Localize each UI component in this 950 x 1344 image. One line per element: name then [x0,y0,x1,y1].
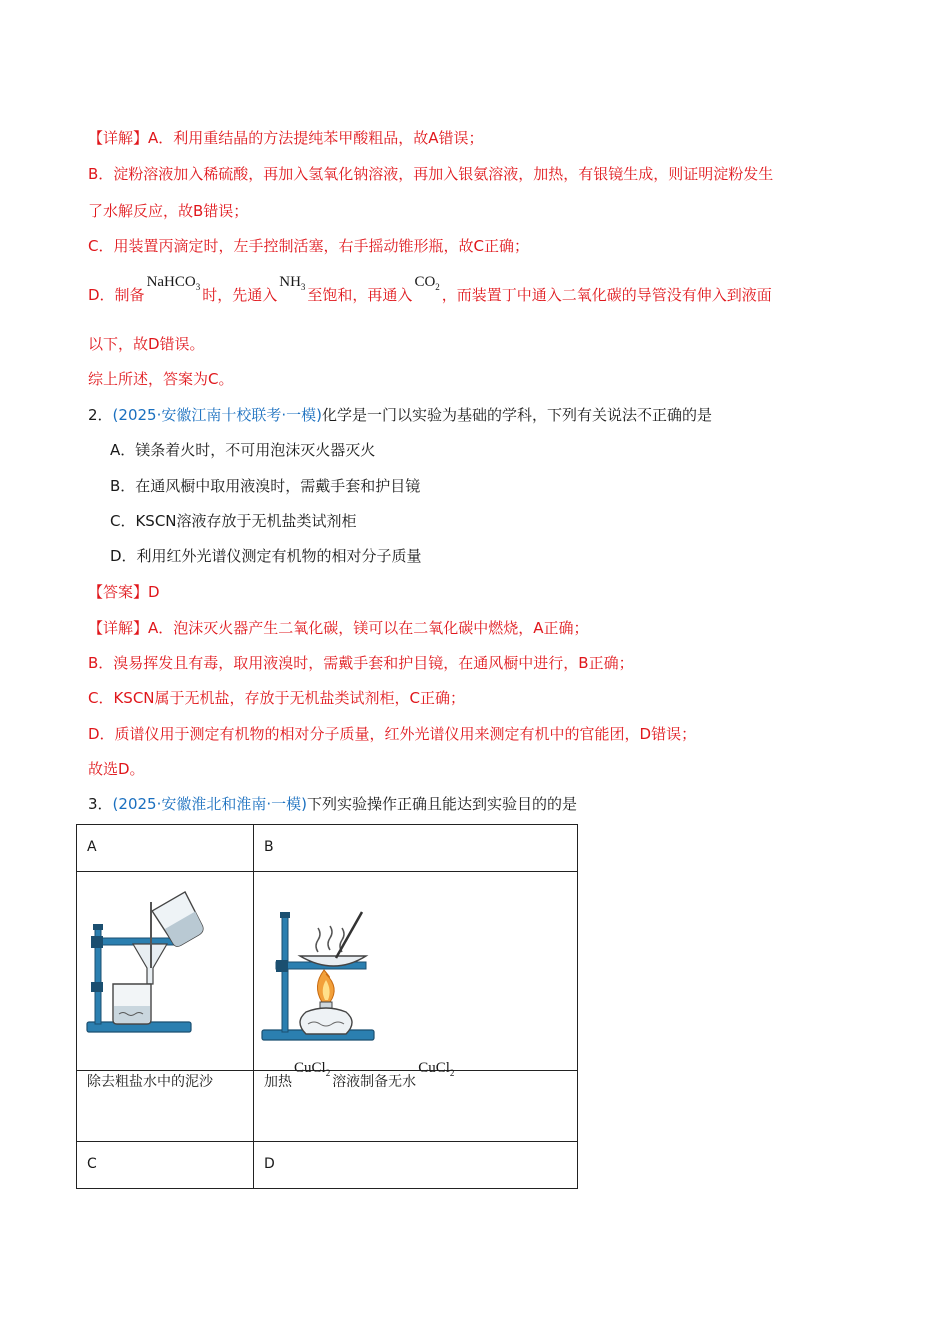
evaporation-apparatus-icon [254,872,578,1070]
q1-summary: 综上所述，答案为C。 [88,370,234,388]
q1-detail-b2: 了水解反应，故B错误； [88,202,249,220]
q2-detail-a: 【详解】A．泡沫灭火器产生二氧化碳，镁可以在二氧化碳中燃烧，A正确； [88,619,589,637]
q2-option-d: D．利用红外光谱仪测定有机物的相对分子质量 [110,547,422,565]
q2-option-c: C．KSCN溶液存放于无机盐类试剂柜 [110,512,357,530]
q2-stem: 2．(2025·安徽江南十校联考·一模)化学是一门以实验为基础的学科，下列有关说法不正确的是 [88,406,712,424]
q2-answer: 【答案】D [88,583,160,601]
q2-option-a: A．镁条着火时，不可用泡沫灭火器灭火 [110,441,376,459]
q2-option-b: B．在通风橱中取用液溴时，需戴手套和护目镜 [110,477,421,495]
q1-detail-b1: B．淀粉溶液加入稀硫酸，再加入氢氧化钠溶液，再加入银氨溶液，加热，有银镜生成，则证明淀粉发生 [88,165,774,183]
option-d-header: D [254,1142,578,1189]
option-b-description: 加热CuCl$_2$溶液制备无水CuCl$_2$ [254,1071,578,1142]
q2-source: (2025·安徽江南十校联考·一模) [112,406,322,424]
option-a-header: A [77,825,254,872]
q3-options-table [76,824,578,1189]
q2-conclusion: 故选D。 [88,760,145,778]
q1-detail-c: C．用装置丙滴定时，左手控制活塞，右手摇动锥形瓶，故C正确； [88,237,529,255]
filtration-apparatus-icon [77,872,254,1070]
filtration-apparatus-cell [77,872,254,1071]
option-b-header: B [254,825,578,872]
co2-formula: $CO_2$ [414,274,440,292]
evaporation-apparatus-cell [254,872,578,1071]
nh3-formula: $NH_3$ [279,274,306,292]
option-a-description: 除去粗盐水中的泥沙 [77,1071,254,1142]
q2-detail-d: D．质谱仪用于测定有机物的相对分子质量，红外光谱仪用来测定有机中的官能团，D错误； [88,725,697,743]
q1-detail-d: D．制备NaHCO$_3$ 时，先通入$NH_3$ 至饱和，再通入$CO_2$ ，而装置丁中通入二氧化碳的导管没有伸入到液面 [88,274,772,304]
q3-stem: 3．(2025·安徽淮北和淮南·一模)下列实验操作正确且能达到实验目的的是 [88,795,577,813]
q1-detail-d2: 以下，故D错误。 [88,335,205,353]
q3-source: (2025·安徽淮北和淮南·一模) [112,795,307,813]
cucl2-formula: CuCl$_2$ [418,1060,455,1078]
q2-detail-c: C．KSCN属于无机盐，存放于无机盐类试剂柜，C正确； [88,689,466,707]
cucl2-formula: CuCl$_2$ [294,1060,331,1078]
q1-detail-a: 【详解】A．利用重结晶的方法提纯苯甲酸粗品，故A错误； [88,129,484,147]
nahco3-formula: NaHCO$_3$ [146,274,201,292]
q2-detail-b: B．溴易挥发且有毒，取用液溴时，需戴手套和护目镜，在通风橱中进行，B正确； [88,654,634,672]
option-c-header: C [77,1142,254,1189]
